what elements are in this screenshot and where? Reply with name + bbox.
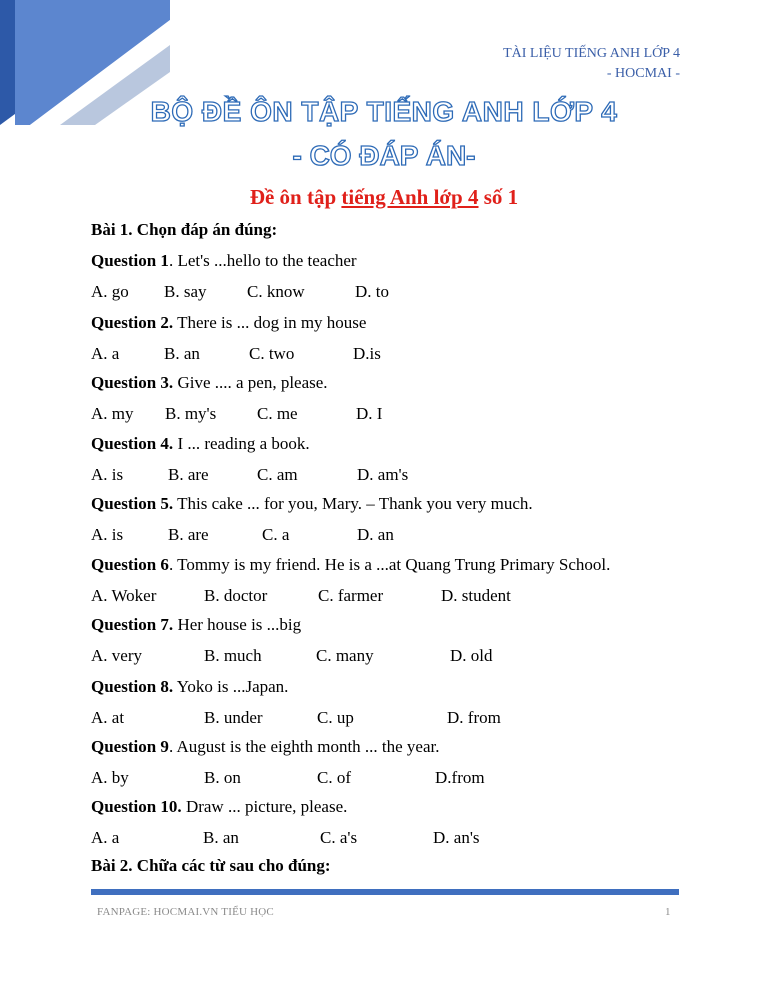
question-text: . Let's ...hello to the teacher (168, 251, 357, 270)
test-subtitle (0, 185, 768, 210)
document-header (503, 44, 680, 84)
footer-divider (91, 889, 679, 895)
question-6-option-b: B. doctor (204, 586, 268, 605)
question-7-option-b: B. much (204, 646, 262, 665)
question-9 (91, 737, 440, 757)
question-text: I ... reading a book. (173, 434, 310, 453)
question-1-option-a: A. go (91, 282, 129, 301)
question-6-option-a: A. Woker (91, 586, 157, 605)
question-label: Question 1 (91, 251, 169, 270)
question-text: Yoko is ...Japan. (173, 677, 289, 696)
question-5-option-a: A. is (91, 525, 124, 544)
question-7 (91, 615, 301, 635)
question-6 (91, 555, 610, 575)
question-10 (91, 797, 347, 817)
question-8-option-c: C. up (317, 708, 354, 727)
header-line-2: - HOCMAI - (606, 66, 680, 81)
question-2-option-d: D.is (353, 344, 381, 363)
document-title-sub: - CÓ ĐÁP ÁN- (292, 140, 476, 171)
page-number: 1 (665, 906, 671, 918)
question-text: Draw ... picture, please. (181, 797, 348, 816)
question-3-option-b: B. my's (165, 404, 217, 423)
question-9-option-b: B. on (204, 768, 241, 787)
question-label: Question 8. (91, 677, 174, 696)
subtitle-after: số 1 (478, 185, 519, 209)
question-1-option-c: C. know (247, 282, 305, 301)
question-4 (91, 434, 310, 454)
question-3-option-c: C. me (257, 404, 298, 423)
question-5-option-d: D. an (357, 525, 394, 544)
subtitle-before: Đề ôn tập (249, 185, 342, 209)
question-10-option-d: D. an's (433, 828, 480, 847)
question-text: Give .... a pen, please. (173, 373, 328, 392)
question-7-option-a: A. very (91, 646, 142, 665)
question-text: This cake ... for you, Mary. – Thank you very much. (173, 494, 533, 513)
question-1-option-d: D. to (355, 282, 389, 301)
question-7-option-c: C. many (316, 646, 374, 665)
question-5-option-b: B. are (168, 525, 209, 544)
question-2 (91, 313, 366, 333)
question-label: Question 7. (91, 615, 174, 634)
question-label: Question 10. (91, 797, 182, 816)
question-text: . August is the eighth month ... the year. (168, 737, 440, 756)
question-9-option-a: A. by (91, 768, 129, 787)
question-2-option-c: C. two (249, 344, 295, 363)
question-6-option-c: C. farmer (318, 586, 384, 605)
question-3-option-a: A. my (91, 404, 134, 423)
question-label: Question 5. (91, 494, 174, 513)
section-1-heading: Bài 1. Chọn đáp án đúng: (91, 220, 278, 239)
question-8-option-b: B. under (204, 708, 263, 727)
question-text: Her house is ...big (173, 615, 302, 634)
question-label: Question 2. (91, 313, 174, 332)
question-1 (91, 251, 357, 271)
question-text: . Tommy is my friend. He is a ...at Quang Trung Primary School. (168, 555, 611, 574)
question-4-option-b: B. are (168, 465, 209, 484)
question-4-option-a: A. is (91, 465, 124, 484)
question-2-option-a: A. a (91, 344, 120, 363)
question-5 (91, 494, 533, 514)
question-10-option-c: C. a's (320, 828, 358, 847)
question-label: Question 3. (91, 373, 174, 392)
question-10-option-b: B. an (203, 828, 239, 847)
subtitle-link[interactable]: tiếng Anh lớp 4 (341, 185, 479, 209)
footer-fanpage: FANPAGE: HOCMAI.VN TIỂU HỌC (97, 906, 274, 918)
question-10-option-a: A. a (91, 828, 120, 847)
question-3-option-d: D. I (356, 404, 383, 423)
question-3 (91, 373, 328, 393)
question-4-option-c: C. am (257, 465, 298, 484)
question-4-option-d: D. am's (357, 465, 409, 484)
question-label: Question 4. (91, 434, 174, 453)
document-title: BỘ ĐỀ ÔN TẬP TIẾNG ANH LỚP 4 (150, 96, 618, 127)
header-line-1: TÀI LIỆU TIẾNG ANH LỚP 4 (503, 46, 680, 61)
question-6-option-d: D. student (441, 586, 511, 605)
question-1-option-b: B. say (164, 282, 207, 301)
question-label: Question 9 (91, 737, 169, 756)
question-8-option-a: A. at (91, 708, 125, 727)
question-2-option-b: B. an (164, 344, 200, 363)
question-8 (91, 677, 288, 697)
section-2-heading: Bài 2. Chữa các từ sau cho đúng: (91, 856, 331, 875)
question-label: Question 6 (91, 555, 169, 574)
question-5-option-c: C. a (262, 525, 290, 544)
question-text: There is ... dog in my house (173, 313, 367, 332)
question-7-option-d: D. old (450, 646, 493, 665)
question-9-option-d: D.from (435, 768, 485, 787)
question-9-option-c: C. of (317, 768, 351, 787)
question-8-option-d: D. from (447, 708, 501, 727)
